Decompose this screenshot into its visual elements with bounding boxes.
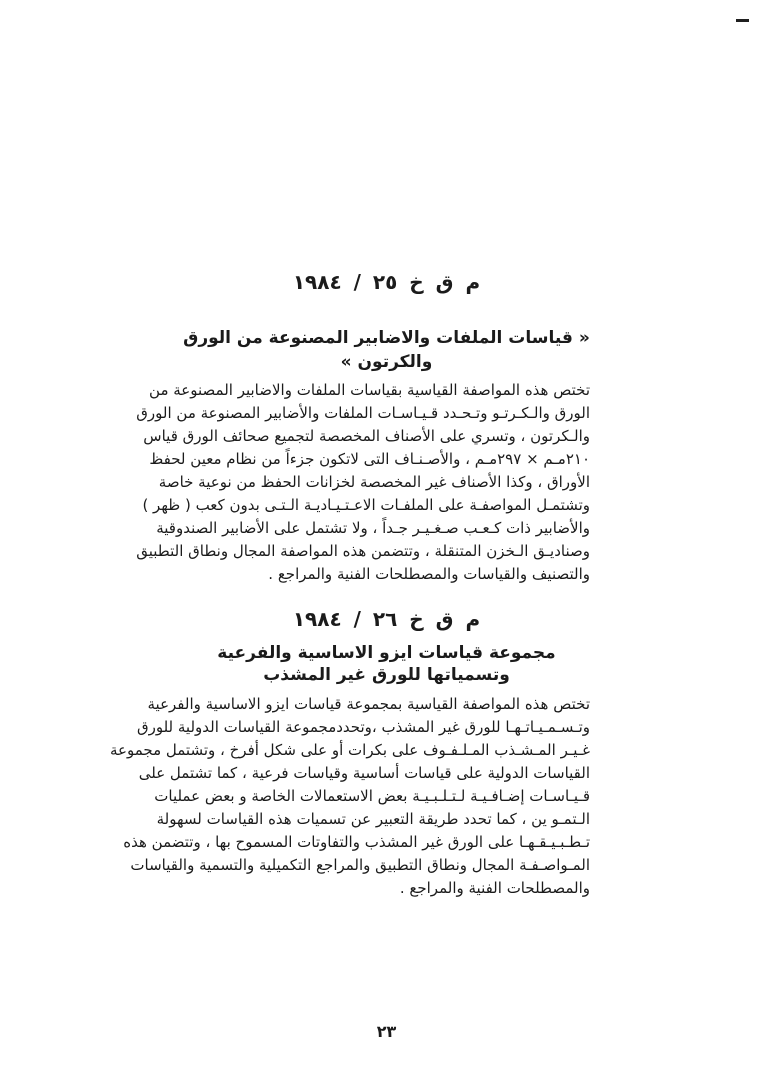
body-text-line: وتشتمـل المواصفـة على الملفـات الاعـتـيـاديـة الـتـى بدون كعب ( ظهر ): [142, 496, 590, 514]
page-content: [109, 270, 590, 900]
body-text-line: الـتمـو ين ، كما تحدد طريقة التعبير عن تسميات هذه القياسات لسهولة: [156, 810, 590, 828]
body-text-line: وتـسـمـيـاتـهـا للورق غير المشذب ،وتحددمجموعة القياسات الدولية للورق: [136, 718, 590, 736]
standard-entry-2: [109, 607, 590, 900]
body-text-line: الأوراق ، وكذا الأصناف غير المخصصة لخزانات الحفظ من نوعية خاصة: [158, 473, 590, 491]
body-text-line: والأضابير ذات كـعـب صـغـيـر جـداً ، ولا تشتمل على الأضابير الصندوقية: [156, 519, 590, 537]
body-text-line: قـيـاسـات إضـافـيـة لـتـلـبـيـة بعض الاستعمالات الخاصة و بعض عمليات: [154, 787, 590, 805]
standard-title-2-line-1: مجموعة قياسات ايزو الاساسية والفرعية: [217, 643, 556, 663]
standard-code-1: م ق خ ٢٥ / ١٩٨٤: [292, 270, 481, 294]
body-text-line: والـكرتون ، وتسري على الأصناف المخصصة لتجميع صحائف الورق قياس: [143, 427, 590, 445]
standard-title-2-line-2: وتسمياتها للورق غير المشذب: [263, 665, 510, 685]
body-text-line: تـطـبـيـقـهـا على الورق غير المشذب والتفاوتات المسموح بها ، وتتضمن هذه: [123, 833, 590, 851]
body-text-line: والمصطلحات الفنية والمراجع .: [399, 879, 590, 897]
standard-abstract-2: [109, 693, 590, 900]
standard-title-1: « قياسات الملفات والاضابير المصنوعة من الورق والكرتون »: [183, 328, 590, 372]
body-text-line: المـواصـفـة المجال ونطاق التطبيق والمراجع التكميلية والتسمية والقياسات: [130, 856, 590, 874]
standard-code-2: م ق خ ٢٦ / ١٩٨٤: [292, 607, 481, 631]
body-text-line: وصناديـق الـخزن المتنقلة ، وتتضمن هذه المواصفة المجال ونطاق التطبيق: [136, 542, 590, 560]
body-text-line: الورق والـكـرتـو وتـحـدد قـيـاسـات الملفات والأضابير المصنوعة من الورق: [136, 404, 590, 422]
corner-dash-mark: [736, 19, 749, 22]
body-text-line: تختص هذه المواصفة القياسية بقياسات الملفات والاضابير المصنوعة من: [149, 381, 590, 399]
body-text-line: تختص هذه المواصفة القياسية بمجموعة قياسات ايزو الاساسية والفرعية: [147, 695, 590, 713]
body-text-line: غـيـر المـشـذب المـلـفـوف على بكرات أو على شكل أفرخ ، وتشتمل مجموعة: [109, 741, 590, 759]
standard-entry-1: [136, 270, 590, 586]
page-number: ٢٣: [376, 1022, 397, 1041]
standard-abstract-1: [136, 379, 590, 586]
body-text-line: والتصنيف والقياسات والمصطلحات الفنية والمراجع .: [268, 565, 590, 583]
body-text-line: ٢١٠مـم × ٢٩٧مـم ، والأصـنـاف التى لاتكون جزءاً من نظام معين لحفظ: [149, 450, 590, 468]
body-text-line: القياسات الدولية على قياسات أساسية وقياسات فرعية ، كما تشتمل على: [138, 764, 590, 782]
